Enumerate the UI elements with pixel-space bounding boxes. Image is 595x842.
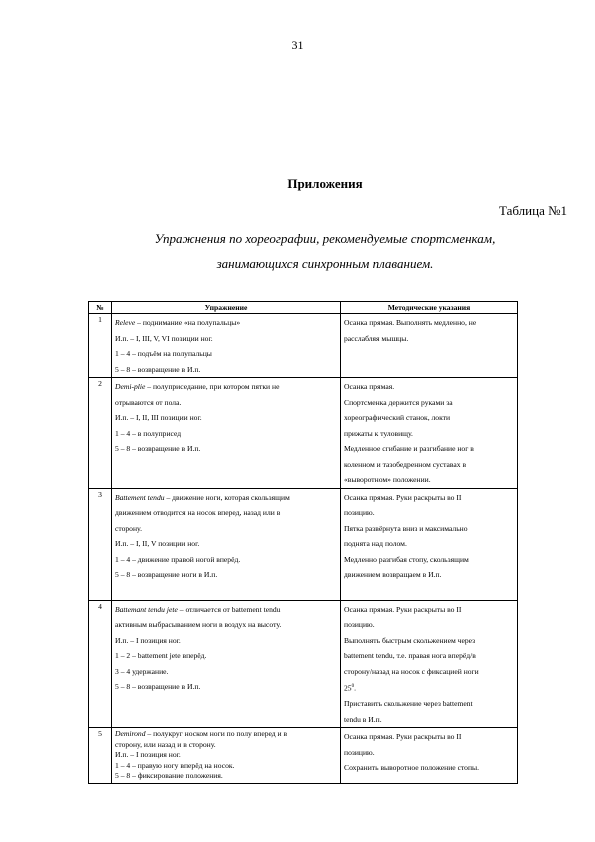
notes-text: 25 <box>344 683 352 693</box>
exercise-text: 1 – 2 – battement jete вперёд. <box>115 651 207 660</box>
exercise-text: 5 – 8 – возвращение в И.п. <box>115 682 201 691</box>
exercise-text: 5 – 8 – возвращение ноги в И.п. <box>115 570 218 579</box>
exercise-text: 1 – 4 – подъём на полупальцы <box>115 349 212 358</box>
notes-cell: Осанка прямая. Руки раскрыты во II позицию. Выполнять быстрым скольжением через battement tendu, т.е. правая нога вперёд/в сторону/назад на носок с фиксацией ноги $25^0$. Приставить скольжение через battement tendu в И.п. <box>341 600 518 728</box>
exercise-text: И.п. – I, II, V позиции ног. <box>115 539 200 548</box>
notes-text: позицию. <box>344 747 375 757</box>
row-number: 2 <box>89 378 112 489</box>
notes-text: Спортсменка держится руками за <box>344 397 453 407</box>
notes-text: «выворотном» положении. <box>344 475 431 484</box>
notes-text: Приставить скольжение через battement <box>344 699 473 709</box>
exercise-text: сторону, или назад и в сторону. <box>115 739 216 749</box>
notes-text: Осанка прямая. Руки раскрыты во II <box>344 604 462 614</box>
notes-text: расслабляя мышцы. <box>344 333 409 343</box>
notes-text: Медленное сгибание и разгибание ног в <box>344 444 474 453</box>
row-number: 5 <box>89 728 112 784</box>
notes-text: Пятка развёрнута вниз и максимально <box>344 523 468 533</box>
notes-text: позицию. <box>344 620 375 629</box>
notes-cell <box>341 488 518 600</box>
exercise-text: – полуприседание, при котором пятки не <box>145 382 280 391</box>
exercise-text: отрываются от пола. <box>115 397 182 407</box>
notes-cell <box>341 728 518 784</box>
notes-cell <box>341 314 518 378</box>
notes-text: прижаты к туловищу. <box>344 428 413 438</box>
exercise-cell <box>112 378 341 489</box>
notes-text: Осанка прямая. Руки раскрыты во II <box>344 492 462 502</box>
exercise-text: 5 – 8 – фиксирование положения. <box>115 771 223 781</box>
notes-text: движением возвращаем в И.п. <box>344 570 442 579</box>
caption-line-1: Упражнения по хореографии, рекомендуемые спортсменкам, <box>154 231 496 246</box>
appendix-title: Приложения <box>287 176 363 191</box>
table-row <box>89 378 518 489</box>
table-row <box>89 728 518 784</box>
exercise-text: И.п. – I, III, V, VI позиции ног. <box>115 333 213 343</box>
notes-text: Выполнять быстрым скольжением через <box>344 635 476 645</box>
exercise-text: – полукруг носком ноги по полу вперед и в <box>145 729 288 739</box>
notes-text: поднята над полом. <box>344 539 407 548</box>
table-row <box>89 488 518 600</box>
exercise-text: И.п. – I позиция ног. <box>115 635 181 645</box>
exercise-cell <box>112 728 341 784</box>
exercise-text: И.п. – I позиция ног. <box>115 750 181 760</box>
exercise-term: Demirond <box>115 729 146 739</box>
exercise-term: Demi-plie <box>115 382 146 391</box>
notes-text: позицию. <box>344 508 375 517</box>
exercise-text: И.п. – I, II, III позиции ног. <box>115 413 202 422</box>
exercises-table <box>88 301 518 784</box>
table-label: Таблица №1 <box>498 203 567 218</box>
notes-text: сторону/назад на носок с фиксацией ноги <box>344 666 479 676</box>
exercise-cell <box>112 488 341 600</box>
exercise-text: активным выбрасыванием ноги в воздух на высоту. <box>115 620 282 629</box>
exercise-text: 5 – 8 – возвращение в И.п. <box>115 364 201 374</box>
exercise-text: – поднимание «на полупальцы» <box>135 318 241 327</box>
exercise-text: 5 – 8 – возвращение в И.п. <box>115 444 201 453</box>
degree-mark: 0 <box>351 684 355 689</box>
notes-text: Осанка прямая. Выполнять медленно, не <box>344 318 477 327</box>
table-caption <box>0 226 595 276</box>
notes-cell <box>341 378 518 489</box>
exercise-text: 3 – 4 удержание. <box>115 666 169 676</box>
notes-text: Сохранить выворотное положение стопы. <box>344 763 480 773</box>
notes-text: battement tendu, т.е. правая нога вперёд/в <box>344 651 476 660</box>
page-number: 31 <box>291 38 304 52</box>
notes-text: Осанка прямая. <box>344 382 395 391</box>
header-number: № <box>89 302 112 314</box>
exercise-cell <box>112 314 341 378</box>
table-row <box>89 314 518 378</box>
exercise-text: – отличается от battement tendu <box>177 604 281 614</box>
exercise-term: Releve <box>115 318 136 327</box>
exercise-text: 1 – 4 – в полуприсед <box>115 428 182 438</box>
row-number: 3 <box>89 488 112 600</box>
notes-text: Медленно разгибая стопу, скользящим <box>344 554 469 564</box>
exercise-cell <box>112 600 341 728</box>
header-exercise: Упражнение <box>112 302 341 314</box>
exercise-text: движением отводится на носок вперед, назад или в <box>115 508 281 517</box>
exercise-text: 1 – 4 – движение правой ногой вперёд. <box>115 554 241 564</box>
row-number: 4 <box>89 600 112 728</box>
notes-text: Осанка прямая. Руки раскрыты во II <box>344 732 462 742</box>
exercise-term: Battement tendu <box>115 492 165 502</box>
exercise-text: 1 – 4 – правую ногу вперёд на носок. <box>115 760 235 770</box>
exercise-term: Battemant tendu jete <box>115 604 178 614</box>
notes-text: tendu в И.п. <box>344 714 382 724</box>
row-number: 1 <box>89 314 112 378</box>
exercise-text: сторону. <box>115 523 142 533</box>
caption-line-2: занимающихся синхронным плаванием. <box>216 256 434 271</box>
table-row <box>89 600 518 728</box>
exercise-text: – движение ноги, которая скользящим <box>164 492 290 502</box>
notes-text: хореографический станок, локти <box>344 413 451 422</box>
table-header-row <box>89 302 518 314</box>
notes-text: коленном и тазобедренном суставах в <box>344 459 467 469</box>
header-notes: Методические указания <box>341 302 518 314</box>
